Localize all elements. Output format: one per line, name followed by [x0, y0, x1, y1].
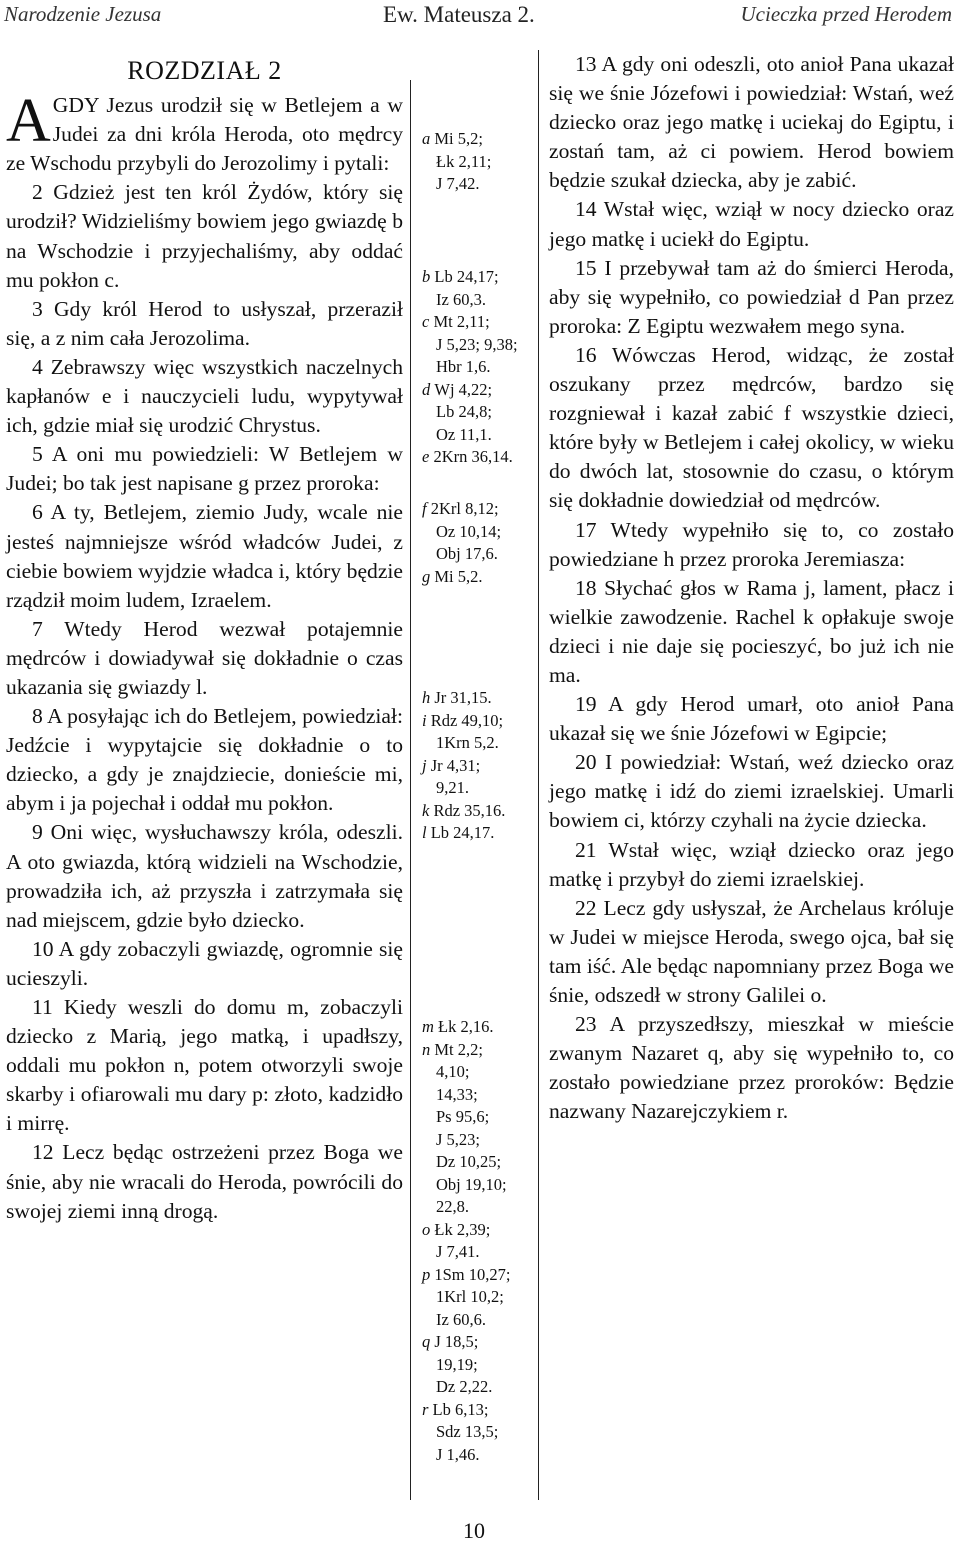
note-line: Obj 19,10; — [436, 1174, 507, 1194]
note-line: Lb 24,8; — [436, 402, 492, 421]
verse-10: 10 A gdy zobaczyli gwiazdę, ogromnie się ucieszyli. — [6, 936, 403, 990]
verse-15: 15 I przebywał tam aż do śmierci Heroda, aby się wypełniło, co powiedział d Pan przez proroka: Z Egiptu wezwałem mego syna. — [549, 255, 954, 338]
note-line: m Łk 2,16. — [422, 1017, 494, 1036]
note-line: 1Krn 5,2. — [436, 733, 499, 752]
note-line: J 7,41. — [436, 1242, 480, 1261]
verse-14: 14 Wstał więc, wziął w nocy dziecko oraz jego matkę i uciekł do Egiptu. — [549, 197, 954, 251]
note-line: J 1,46. — [436, 1444, 480, 1464]
verse-5: 5 A oni mu powiedzieli: W Betlejem w Judei; bo tak jest napisane g przez proroka: — [6, 442, 403, 496]
note-line: a Mi 5,2; — [422, 129, 483, 148]
drop-cap: A — [6, 87, 51, 156]
note-line: 14,33; — [436, 1084, 478, 1104]
verse-11: 11 Kiedy weszli do domu m, zobaczyli dziecko z Marią, jego matką, i upadłszy, oddali mu pokłon n, potem otworzyli swoje skarby i ofiarowali mu dary p: złoto, kadzidło i mirrę. — [6, 995, 403, 1136]
verse-21: 21 Wstał więc, wziął dziecko oraz jego matkę i przybył do ziemi izraelskiej. — [549, 837, 954, 891]
note-line: e 2Krn 36,14. — [422, 447, 513, 466]
note-line: J 5,23; — [436, 1129, 481, 1149]
verse-2: 2 Gdzież jest ten król Żydów, który się urodził? Widzieliśmy bowiem jego gwiazdę b na Wschodzie i przyjechaliśmy, aby oddać mu pokłon c. — [6, 180, 403, 292]
note-line: g Mi 5,2. — [422, 566, 483, 586]
note-block — [422, 1016, 534, 1466]
note-line: q J 18,5; — [422, 1332, 479, 1351]
note-line: b Lb 24,17; — [422, 267, 499, 286]
note-line: j Jr 4,31; — [422, 755, 481, 775]
column-divider-left — [410, 80, 411, 1500]
note-line: J 5,23; 9,38; — [436, 334, 518, 354]
note-line: Dz 10,25; — [436, 1152, 502, 1171]
note-line: l Lb 24,17. — [422, 823, 495, 842]
right-text-column — [549, 50, 954, 1126]
note-block — [422, 128, 534, 196]
verse-12: 12 Lecz będąc ostrzeżeni przez Boga we śnie, aby nie wracali do Heroda, powrócili do swojej ziemi inną drogą. — [6, 1140, 403, 1223]
note-line: k Rdz 35,16. — [422, 800, 506, 820]
note-line: 4,10; — [436, 1062, 470, 1081]
note-line: f 2Krl 8,12; — [422, 499, 499, 518]
note-line: p 1Sm 10,27; — [422, 1264, 511, 1284]
note-line: Obj 17,6. — [436, 544, 498, 563]
note-line: h Jr 31,15. — [422, 688, 492, 707]
verse-text: GDY Jezus urodził się w Betlejem a w Judei za dni króla Heroda, oto mędrcy ze Wschodu przybyli do Jerozolimy i pytali: — [6, 93, 403, 176]
note-line: Hbr 1,6. — [436, 357, 491, 376]
note-line: 22,8. — [436, 1197, 469, 1216]
running-header-left: Narodzenie Jezusa — [4, 2, 162, 26]
note-line: 1Krl 10,2; — [436, 1287, 504, 1306]
chapter-title: ROZDZIAŁ 2 — [127, 56, 282, 85]
note-line: c Mt 2,11; — [422, 312, 490, 331]
note-line: 9,21. — [436, 778, 469, 797]
note-line: Dz 2,22. — [436, 1377, 493, 1396]
page-number: 10 — [463, 1518, 485, 1543]
verse-6: 6 A ty, Betlejem, ziemio Judy, wcale nie jesteś najmniejsze wśród władców Judei, z ciebie bowiem wyjdzie władca i, który będzie rządził moim ludem, Izraelem. — [6, 500, 403, 612]
running-header-center: Ew. Mateusza 2. — [383, 2, 535, 27]
note-line: d Wj 4,22; — [422, 379, 493, 399]
note-block — [422, 498, 534, 588]
verse-23: 23 A przyszedłszy, mieszkał w mieście zwanym Nazaret q, aby się wypełniło to, co zostało powiedziane przez proroków: Będzie nazwany Nazarejczykiem r. — [549, 1012, 954, 1124]
note-line: Ps 95,6; — [436, 1107, 490, 1126]
running-header-right: Ucieczka przed Herodem — [740, 2, 952, 26]
note-line: Sdz 13,5; — [436, 1422, 499, 1441]
verse-22: 22 Lecz gdy usłyszał, że Archelaus króluje w Judei w miejsce Heroda, swego ojca, bał się tam iść. Ale będąc napomniany przez Boga we śnie, odszedł w strony Galilei o. — [549, 895, 954, 1007]
verse-19: 19 A gdy Herod umarł, oto anioł Pana ukazał się we śnie Józefowi w Egipcie; — [549, 692, 954, 746]
note-line: Iz 60,3. — [436, 289, 486, 309]
verse-13: 13 A gdy oni odeszli, oto anioł Pana ukazał się we śnie Józefowi i powiedział: Wstań, weź dziecko oraz jego matkę i uciekaj do Egiptu, i zostań tam, aż ci powiem. Herod bowiem będzie szukał dziecka, aby je zabić. — [549, 52, 954, 193]
note-line: Oz 11,1. — [436, 424, 492, 444]
verse-4: 4 Zebrawszy więc wszystkich naczelnych kapłanów e i nauczycieli ludu, wypytywał ich, gdzie miał się urodzić Chrystus. — [6, 354, 403, 438]
left-text-column — [6, 50, 403, 1226]
verse-7: 7 Wtedy Herod wezwał potajemnie mędrców i dowiadywał się dokładnie o czas ukazania się gwiazdy l. — [6, 616, 403, 699]
note-block — [422, 687, 534, 845]
verse-1 — [6, 87, 403, 178]
verse-17: 17 Wtedy wypełniło się to, co zostało powiedziane h przez proroka Jeremiasza: — [549, 517, 954, 571]
note-line: 19,19; — [436, 1354, 478, 1374]
note-line: n Mt 2,2; — [422, 1039, 483, 1059]
verse-3: 3 Gdy król Herod to usłyszał, przeraził się, a z nim cała Jerozolima. — [6, 296, 403, 350]
note-line: r Lb 6,13; — [422, 1399, 489, 1419]
verse-20: 20 I powiedział: Wstań, weź dziecko oraz jego matkę i idź do ziemi izraelskiej. Umarli bowiem ci, którzy czyhali na życie dziecka. — [549, 750, 954, 833]
verse-9: 9 Oni więc, wysłuchawszy króla, odeszli. A oto gwiazda, którą widzieli na Wschodzie, prowadziła ich, aż przyszła i zatrzymała się nad miejscem, gdzie było dziecko. — [6, 820, 403, 932]
note-block — [422, 266, 534, 469]
column-divider-right — [538, 50, 539, 1500]
verse-18: 18 Słychać głos w Rama j, lament, płacz i wielkie zawodzenie. Rachel k opłakuje swoje dzieci i nie daje się pocieszyć, bo już ich nie ma. — [549, 575, 954, 687]
note-line: Łk 2,11; — [436, 151, 492, 171]
note-line: o Łk 2,39; — [422, 1219, 491, 1239]
note-line: i Rdz 49,10; — [422, 710, 504, 730]
note-line: Iz 60,6. — [436, 1309, 486, 1329]
verse-8: 8 A posyłając ich do Betlejem, powiedział: Jedźcie i wypytajcie się dokładnie o to dziecko, a gdy je znajdziecie, donieście mi, abym i ja pojechał i oddał mu pokłon. — [6, 704, 403, 816]
note-line: J 7,42. — [436, 174, 480, 193]
verse-16: 16 Wówczas Herod, widząc, że został oszukany przez mędrców, bardzo się rozgniewał i kazał zabić f wszystkie dzieci, które były w Betlejem i całej okolicy, w wieku do dwóch lat, stosownie do czasu, o którym się dokładnie dowiedział od mędrców. — [549, 342, 954, 513]
note-line: Oz 10,14; — [436, 521, 502, 541]
